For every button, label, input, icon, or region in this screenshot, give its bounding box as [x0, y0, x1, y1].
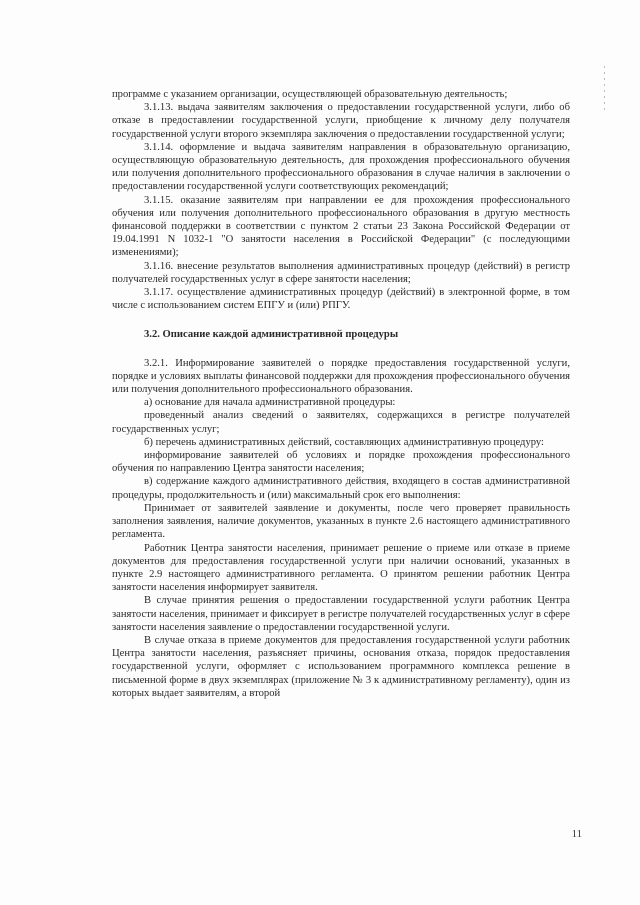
paragraph-3-1-15: 3.1.15. оказание заявителям при направлении ее для прохождения профессионального обучения или получения дополнительного профессионального образования в другую местность финансовой поддержки в соответствии с пунктом 2 статьи 23 Закона Российской Федерации от 19.04.1991 N 1032-1 "О занятости населения в Российской Федерации" (с последующими изменениями); — [112, 194, 570, 259]
paragraph-content: в) содержание каждого административного действия, входящего в состав административной процедуры, продолжительность и (или) максимальный срок его выполнения: — [112, 476, 570, 501]
scan-edge-mark — [604, 66, 605, 114]
paragraph-informing: информирование заявителей об условиях и порядке прохождения профессионального обучения по направлению Центра занятости населения; — [112, 450, 570, 475]
paragraph-3-1-14: 3.1.14. оформление и выдача заявителям направления в образовательную организацию, осуществляющую образовательную деятельность, для прохождения профессионального обучения или получения дополнительного профессионального образования в случае наличия в заключении о предоставлении государственной услуги соответствующих рекомендаций; — [112, 141, 570, 193]
document-body — [112, 88, 570, 700]
paragraph-analysis: проведенный анализ сведений о заявителях, содержащихся в регистре получателей государственных услуг; — [112, 410, 570, 435]
paragraph-acceptance: В случае принятия решения о предоставлении государственной услуги работник Центра занятости населения, принимает и фиксирует в регистре получателей государственных услуг в сфере занятости населения заявление о предоставлении государственной услуги. — [112, 595, 571, 633]
paragraph-3-1-17: 3.1.17. осуществление административных процедур (действий) в электронной форме, в том числе с использованием систем ЕПГУ и (или) РПГУ. — [112, 287, 570, 312]
paragraph-decision: Работник Центра занятости населения, принимает решение о приеме или отказе в приеме документов для предоставления государственной услуги при наличии оснований, указанных в пункте 2.9 настоящего административного регламента. О принятом решении работник Центра занятости населения информирует заявителя. — [112, 542, 570, 594]
section-heading-3-2: 3.2. Описание каждой административной процедуры — [144, 329, 399, 341]
paragraph-3-2-1: 3.2.1. Информирование заявителей о порядке предоставления государственной услуги, порядке и условиях выплаты финансовой поддержки для прохождения профессионального обучения или получения дополнительного профессионального образования. — [112, 357, 570, 396]
paragraph-actions-list: б) перечень административных действий, составляющих административную процедуру: — [144, 436, 544, 448]
paragraph-3-1-16: 3.1.16. внесение результатов выполнения административных процедур (действий) в регистр получателей государственных услуг в сфере занятости населения; — [112, 260, 570, 285]
paragraph-refusal: В случае отказа в приеме документов для предоставления государственной услуги работник Центра занятости населения, разъясняет причины, основания отказа, порядок предоставления государственной услуги, оформляет с использованием программного комплекса решение в письменной форме в двух экземплярах (приложение № 3 к административному регламенту), один из которых выдает заявителям, а второй — [112, 634, 570, 699]
paragraph-continuation: программе с указанием организации, осуществляющей образовательную деятельность; — [112, 89, 508, 100]
page-number: 11 — [571, 828, 582, 840]
paragraph-accepts: Принимает от заявителей заявление и документы, после чего проверяет правильность заполнения заявления, наличие документов, указанных в пункте 2.6 настоящего административного регламента. — [112, 502, 570, 541]
paragraph-3-1-13: 3.1.13. выдача заявителям заключения о предоставлении государственной услуги, либо об отказе в предоставлении государственной услуги, приобщение к личному делу получателя государственной услуги второго экземпляра заключения о предоставлении государственной услуги; — [112, 102, 570, 140]
paragraph-basis: а) основание для начала административной процедуры: — [144, 397, 396, 409]
